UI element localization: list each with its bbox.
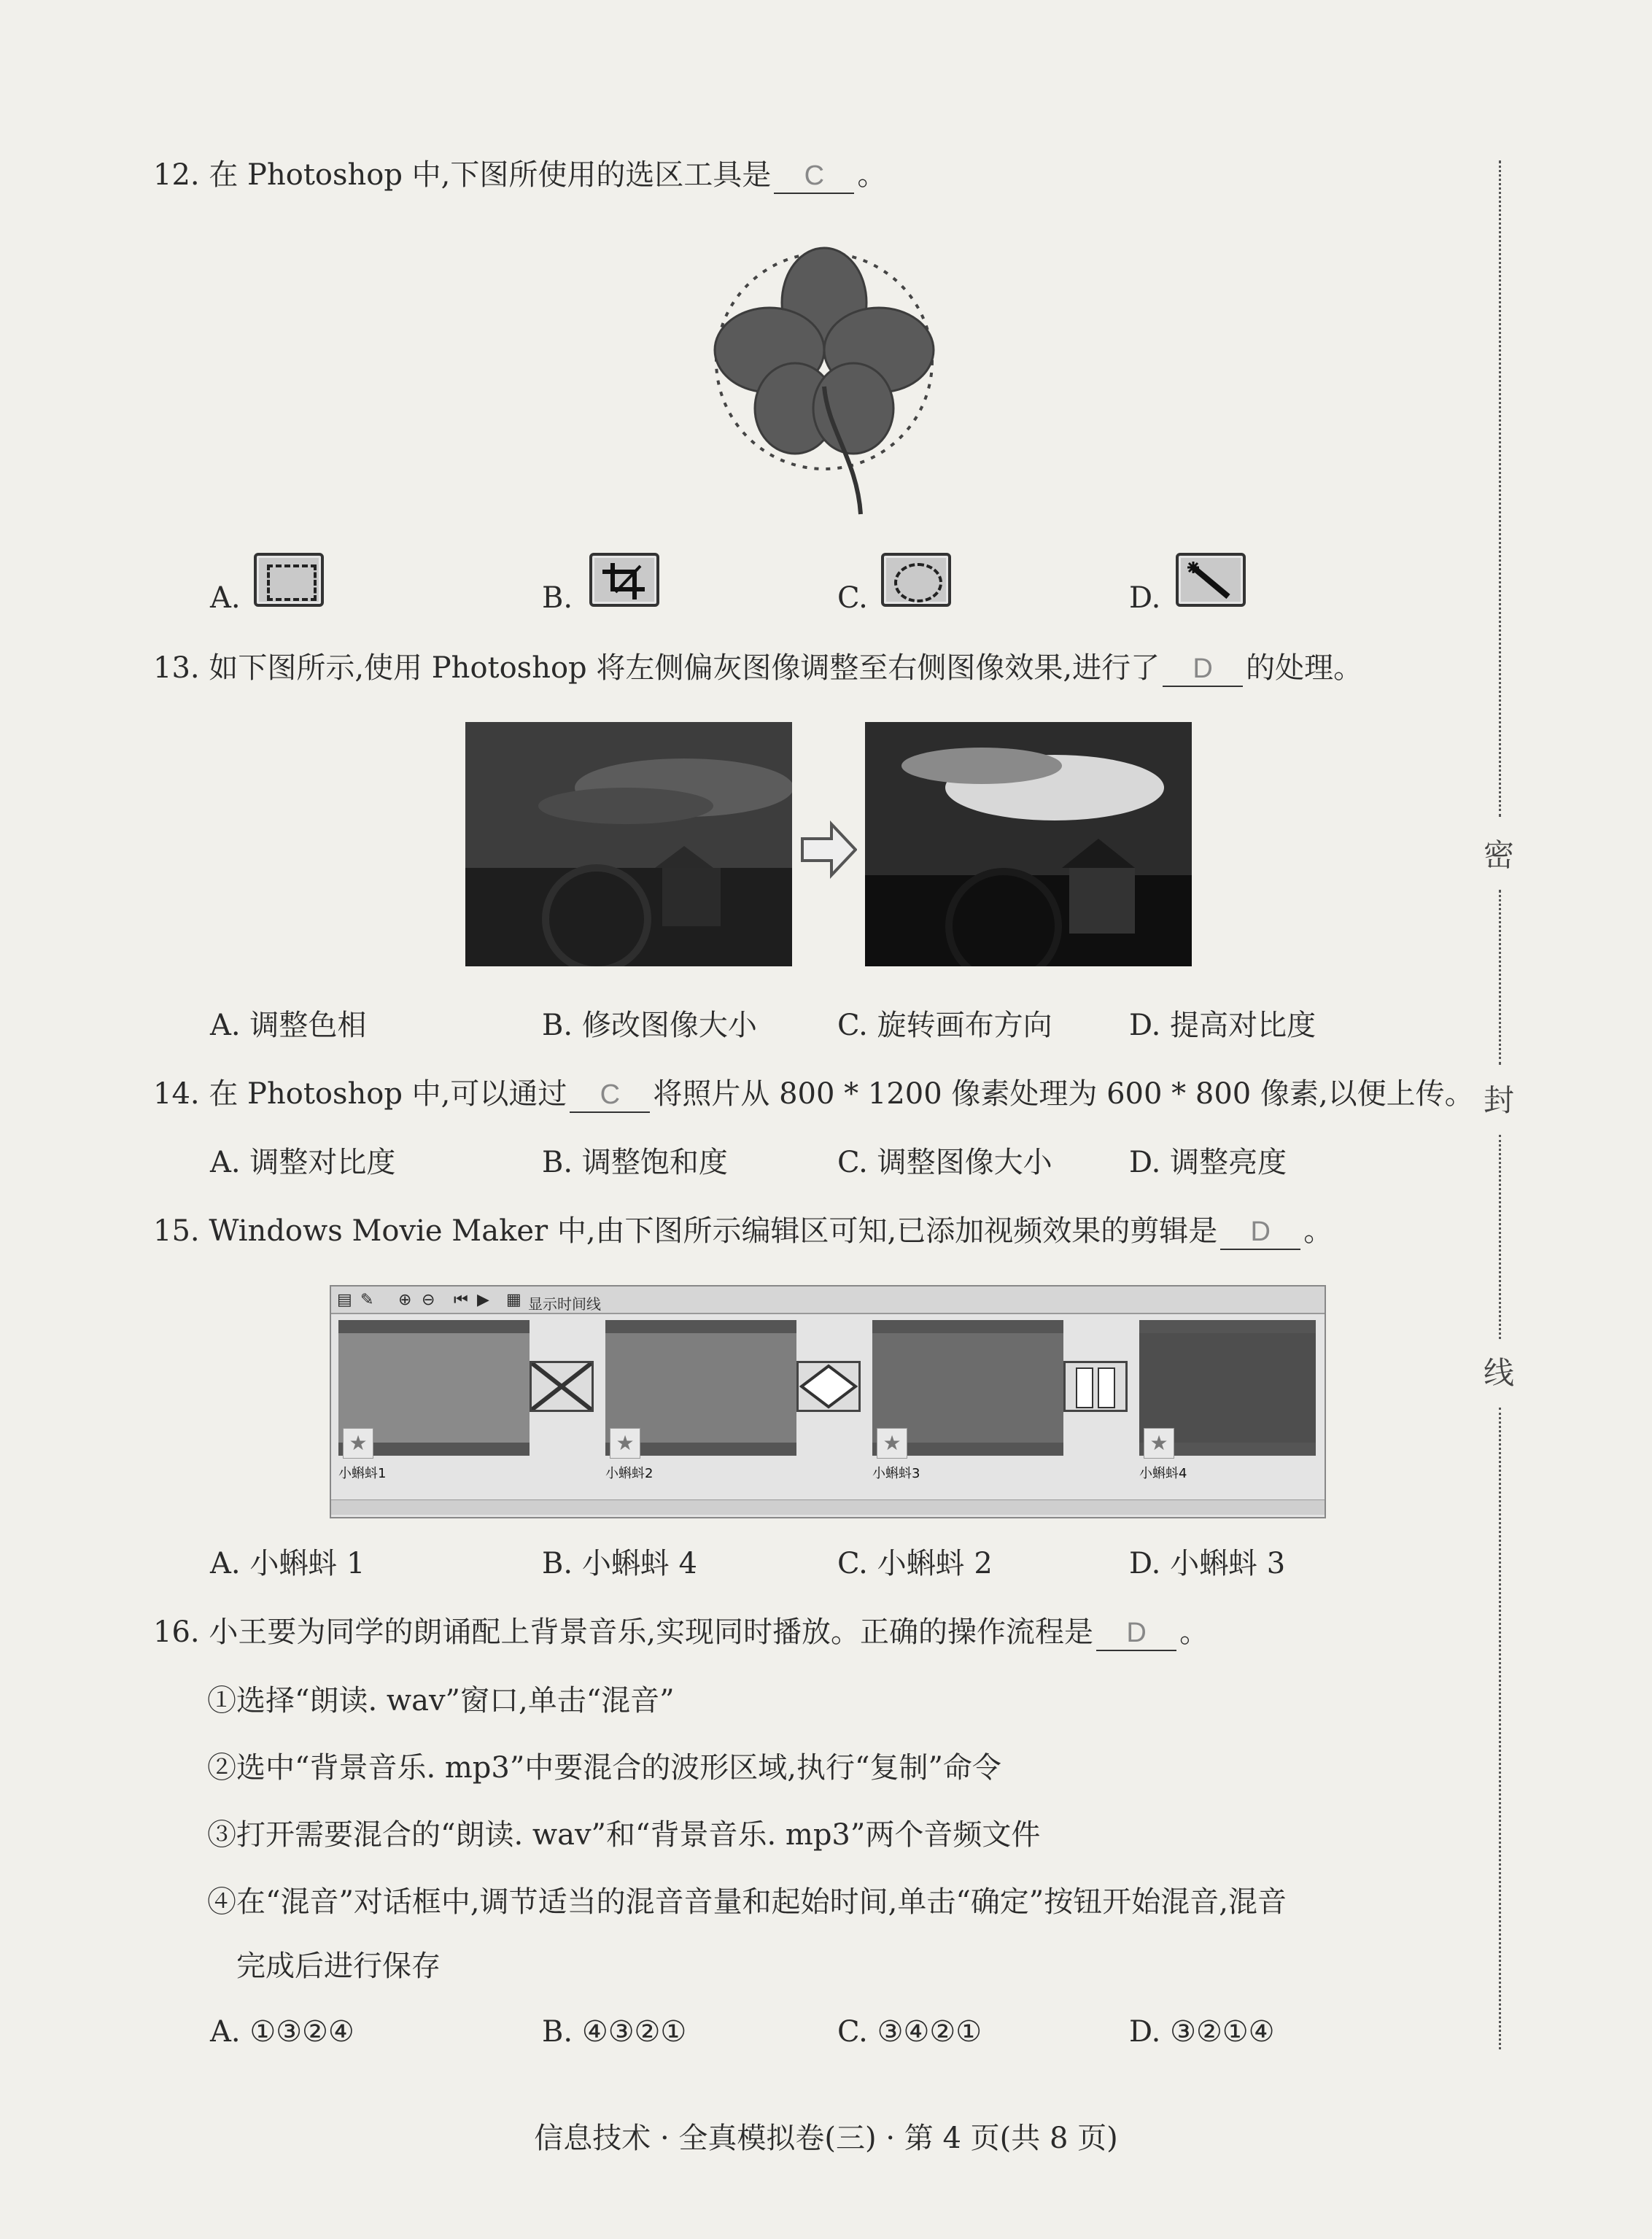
option-text: ③②①④ bbox=[1170, 2015, 1275, 2049]
star-icon: ★ bbox=[877, 1428, 907, 1459]
page-footer: 信息技术 · 全真模拟卷(三) · 第 4 页(共 8 页) bbox=[534, 2122, 1118, 2155]
question-text-end: 。 bbox=[857, 158, 887, 192]
q15-option-a bbox=[210, 1543, 365, 1584]
option-text: ①③②④ bbox=[249, 2015, 354, 2049]
transition-icon[interactable] bbox=[1063, 1361, 1128, 1412]
effects-icon[interactable]: ✎ bbox=[360, 1291, 374, 1309]
option-text: 调整对比度 bbox=[249, 1146, 396, 1179]
option-label: A. bbox=[210, 2015, 241, 2049]
seal-char: 密 bbox=[1484, 837, 1515, 873]
question-text: 如下图所示,使用 Photoshop 将左侧偏灰图像调整至右侧图像效果,进行了 bbox=[209, 651, 1160, 685]
magic-wand-icon bbox=[1176, 553, 1246, 607]
option-label: B. bbox=[542, 1146, 573, 1179]
answer-blank: C bbox=[570, 1078, 650, 1113]
option-text: 提高对比度 bbox=[1170, 1009, 1316, 1042]
q12-option-a bbox=[210, 578, 241, 618]
option-text: 调整亮度 bbox=[1170, 1146, 1287, 1179]
question-text: 在 Photoshop 中,可以通过 bbox=[209, 1077, 567, 1111]
option-label: B. bbox=[542, 2015, 573, 2049]
q14-option-d bbox=[1129, 1142, 1287, 1183]
question-12 bbox=[153, 155, 886, 195]
q12-option-b bbox=[542, 578, 573, 618]
storyboard-toolbar bbox=[331, 1287, 1325, 1314]
option-label: B. bbox=[542, 1547, 573, 1580]
clover-illustration bbox=[700, 241, 963, 518]
question-text-end: 。 bbox=[1179, 1615, 1209, 1649]
show-timeline-button[interactable]: 显示时间线 bbox=[528, 1295, 601, 1313]
question-number: 15. bbox=[153, 1214, 200, 1248]
q16-option-d bbox=[1129, 2011, 1275, 2052]
question-number: 12. bbox=[153, 158, 200, 192]
option-text: 调整色相 bbox=[249, 1009, 367, 1042]
seal-line bbox=[1499, 1408, 1501, 2049]
q13-option-d bbox=[1129, 1005, 1316, 1046]
question-text-end: 。 bbox=[1303, 1214, 1333, 1248]
answer-blank: D bbox=[1096, 1616, 1176, 1651]
step-1: ①选择“朗读. wav”窗口,单击“混音” bbox=[207, 1684, 675, 1718]
option-text: 小蝌蚪 1 bbox=[249, 1547, 365, 1580]
zoom-out-icon[interactable]: ⊖ bbox=[422, 1291, 435, 1309]
q13-option-a bbox=[210, 1005, 366, 1046]
q13-option-c bbox=[837, 1005, 1052, 1046]
option-label: C. bbox=[837, 2015, 868, 2049]
clip-thumbnail[interactable] bbox=[605, 1320, 796, 1456]
question-16 bbox=[153, 1612, 1209, 1653]
timeline-icon[interactable]: ▦ bbox=[506, 1291, 521, 1309]
clip-name: 小蝌蚪1 bbox=[338, 1466, 387, 1481]
answer-blank: C bbox=[774, 159, 854, 194]
seal-line bbox=[1499, 890, 1501, 1065]
play-icon[interactable]: ▶ bbox=[477, 1291, 489, 1309]
option-text: 旋转画布方向 bbox=[877, 1009, 1052, 1042]
option-label: D. bbox=[1129, 2015, 1161, 2049]
question-13 bbox=[153, 648, 1362, 688]
answer-blank: D bbox=[1163, 652, 1243, 687]
option-label: B. bbox=[542, 1009, 573, 1042]
clip-name: 小蝌蚪4 bbox=[1139, 1466, 1187, 1481]
q15-option-c bbox=[837, 1543, 993, 1584]
q15-option-b bbox=[542, 1543, 697, 1584]
option-text: 修改图像大小 bbox=[581, 1009, 757, 1042]
q14-option-a bbox=[210, 1142, 395, 1183]
gray-photo-before bbox=[465, 722, 792, 966]
question-text: Windows Movie Maker 中,由下图所示编辑区可知,已添加视频效果的剪辑是 bbox=[209, 1214, 1218, 1248]
question-15 bbox=[153, 1211, 1333, 1252]
seal-line bbox=[1499, 1135, 1501, 1339]
option-label: C. bbox=[837, 581, 868, 615]
option-label: C. bbox=[837, 1146, 868, 1179]
option-label: D. bbox=[1129, 1146, 1161, 1179]
question-14 bbox=[153, 1074, 1474, 1114]
option-label: B. bbox=[542, 581, 573, 615]
option-label: A. bbox=[210, 1009, 241, 1042]
q16-option-c bbox=[837, 2011, 982, 2052]
question-text-end: 将照片从 800 * 1200 像素处理为 600 * 800 像素,以便上传。 bbox=[653, 1077, 1474, 1111]
elliptical-marquee-icon bbox=[881, 553, 951, 607]
star-icon: ★ bbox=[1144, 1428, 1174, 1459]
answer-blank: D bbox=[1220, 1215, 1300, 1250]
option-text: ④③②① bbox=[581, 2015, 687, 2049]
question-text-end: 的处理。 bbox=[1246, 651, 1363, 685]
step-3: ③打开需要混合的“朗读. wav”和“背景音乐. mp3”两个音频文件 bbox=[207, 1818, 1041, 1852]
option-text: 调整图像大小 bbox=[877, 1146, 1052, 1179]
clip-thumbnail[interactable] bbox=[872, 1320, 1063, 1456]
seal-char: 封 bbox=[1484, 1082, 1515, 1118]
q16-option-a bbox=[210, 2011, 354, 2052]
option-text: 小蝌蚪 4 bbox=[581, 1547, 697, 1580]
q13-option-b bbox=[542, 1005, 757, 1046]
rewind-icon[interactable]: ⏮ bbox=[454, 1291, 468, 1309]
arrow-right-icon bbox=[799, 820, 857, 879]
transition-icon[interactable] bbox=[530, 1361, 594, 1412]
contrast-photo-after bbox=[865, 722, 1192, 966]
q16-option-b bbox=[542, 2011, 686, 2052]
clip-thumbnail[interactable] bbox=[338, 1320, 530, 1456]
option-label: C. bbox=[837, 1547, 868, 1580]
clip-thumbnail[interactable] bbox=[1139, 1320, 1316, 1456]
option-label: A. bbox=[210, 581, 241, 615]
option-label: D. bbox=[1129, 581, 1161, 615]
q15-option-d bbox=[1129, 1543, 1285, 1584]
option-text: ③④②① bbox=[877, 2015, 982, 2049]
star-icon: ★ bbox=[343, 1428, 373, 1459]
option-text: 小蝌蚪 3 bbox=[1170, 1547, 1286, 1580]
zoom-in-icon[interactable]: ⊕ bbox=[398, 1291, 412, 1309]
step-4: ④在“混音”对话框中,调节适当的混音音量和起始时间,单击“确定”按钮开始混音,混音 bbox=[207, 1885, 1287, 1919]
star-icon: ★ bbox=[610, 1428, 640, 1459]
option-text: 调整饱和度 bbox=[581, 1146, 728, 1179]
question-text: 小王要为同学的朗诵配上背景音乐,实现同时播放。正确的操作流程是 bbox=[209, 1615, 1094, 1649]
question-number: 13. bbox=[153, 651, 200, 685]
question-number: 14. bbox=[153, 1077, 200, 1111]
question-number: 16. bbox=[153, 1615, 200, 1649]
storyboard-icon[interactable]: ▤ bbox=[337, 1291, 352, 1309]
option-label: A. bbox=[210, 1146, 241, 1179]
option-text: 小蝌蚪 2 bbox=[877, 1547, 993, 1580]
option-label: D. bbox=[1129, 1009, 1161, 1042]
seal-line bbox=[1499, 160, 1501, 817]
q12-option-c bbox=[837, 578, 868, 618]
q14-option-b bbox=[542, 1142, 728, 1183]
horizontal-scrollbar[interactable] bbox=[331, 1499, 1325, 1515]
seal-char: 线 bbox=[1484, 1355, 1515, 1391]
option-label: C. bbox=[837, 1009, 868, 1042]
clip-name: 小蝌蚪2 bbox=[605, 1466, 654, 1481]
question-text: 在 Photoshop 中,下图所使用的选区工具是 bbox=[209, 158, 772, 192]
step-4-continued: 完成后进行保存 bbox=[236, 1949, 441, 1983]
clip-name: 小蝌蚪3 bbox=[872, 1466, 920, 1481]
option-label: A. bbox=[210, 1547, 241, 1580]
step-2: ②选中“背景音乐. mp3”中要混合的波形区域,执行“复制”命令 bbox=[207, 1751, 1001, 1785]
q14-option-c bbox=[837, 1142, 1052, 1183]
q12-option-d bbox=[1129, 578, 1160, 618]
rectangular-marquee-icon bbox=[254, 553, 324, 607]
option-label: D. bbox=[1129, 1547, 1161, 1580]
crop-icon bbox=[589, 553, 659, 607]
transition-icon[interactable] bbox=[796, 1361, 861, 1412]
